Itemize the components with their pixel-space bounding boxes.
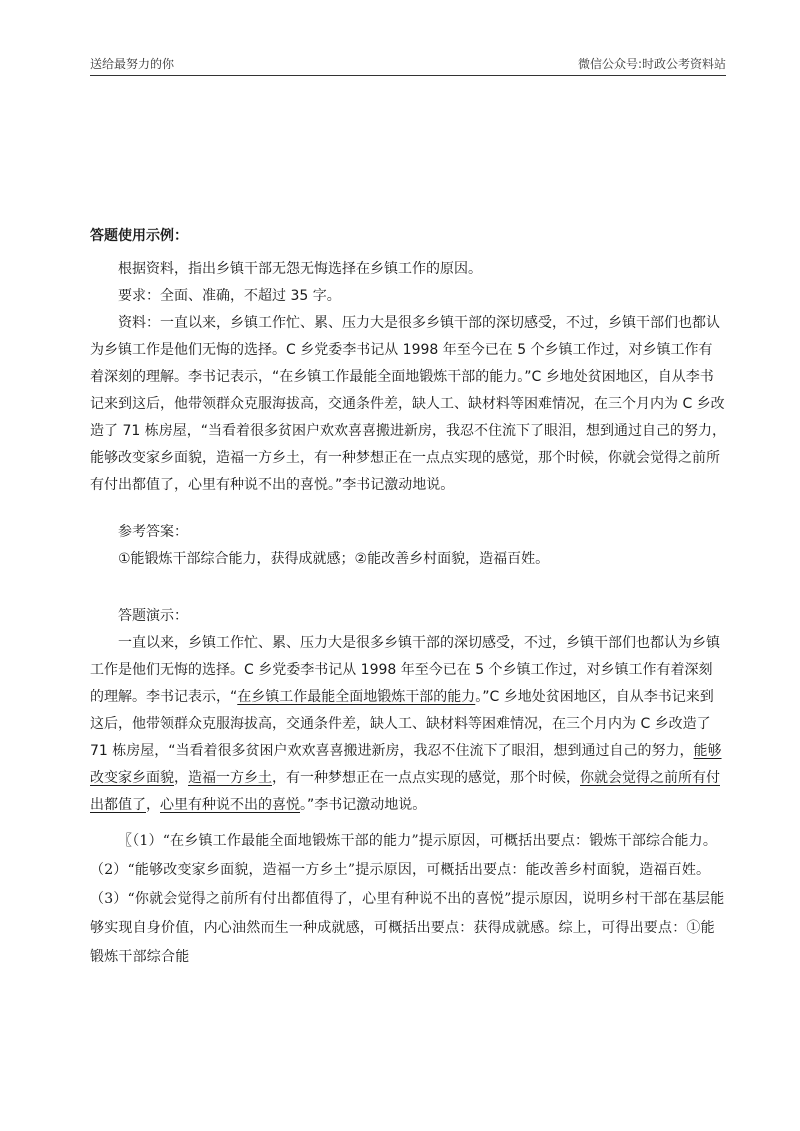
example-requirement: 要求：全面、准确，不超过 35 字。	[118, 288, 341, 304]
example-question: 根据资料，指出乡镇干部无怨无悔选择在乡镇工作的原因。	[118, 261, 482, 277]
document-body	[90, 226, 726, 972]
example-material: 资料：一直以来，乡镇工作忙、累、压力大是很多乡镇干部的深切感受，不过，乡镇干部们也都认为乡镇工作是他们无悔的选择。C 乡党委李书记从 1998 年至今已在 5 个乡镇工作过，对乡镇工作有着深刻的理解。李书记表示，“在乡镇工作最能全面地锻炼干部的能力。”C 乡地处贫困地区，自从李书记来到这后，他带领群众克服海拔高，交通条件差，缺人工、缺材料等困难情况，在三个月内为 C 乡改造了 71 栋房屋，“当看着很多贫困户欢欢喜喜搬进新房，我忍不住流下了眼泪，想到通过自己的努力，能够改变家乡面貌，造福一方乡土，有一种梦想正在一点点实现的感觉，那个时候，你就会觉得之前所有付出都值了，心里有种说不出的喜悦。”李书记激动地说。	[90, 315, 726, 493]
demo-underline-3: 造福一方乡土	[188, 770, 272, 786]
reference-answer: ①能锻炼干部综合能力，获得成就感；②能改善乡村面貌，造福百姓。	[118, 551, 550, 567]
demo-text-3: ，	[174, 770, 188, 786]
analysis-paragraph: 〖（1）“在乡镇工作最能全面地锻炼干部的能力”提示原因，可概括出要点：锻炼干部综合能力。（2）“能够改变家乡面貌，造福一方乡土”提示原因，可概括出要点：能改善乡村面貌，造福百姓。（3）“你就会觉得之前所有付出都值得了，心里有种说不出的喜悦”提示原因，说明乡村干部在基层能够实现自身价值，内心油然而生一种成就感，可概括出要点：获得成就感。综上，可得出要点：①能锻炼干部综合能	[90, 833, 725, 965]
header-left-text: 送给最努力的你	[90, 57, 175, 71]
header-right-text: 微信公众号:时政公考资料站	[577, 57, 726, 71]
demo-text-4: ，有一种梦想正在一点点实现的感觉，那个时候，	[272, 770, 580, 786]
demo-underline-4: 你就会觉得之前所有付出都值了	[90, 770, 720, 813]
example-heading: 答题使用示例：	[90, 228, 188, 244]
demo-underline-5: 心里有种说不出的喜悦	[160, 797, 300, 813]
demo-text-6: 。”李书记激动地说。	[300, 797, 427, 813]
demo-text-2: 。”C 乡地处贫困地区，自从李书记来到这后，他带领群众克服海拔高，交通条件差，缺人工、缺材料等困难情况，在三个月内为 C 乡改造了 71 栋房屋，“当看着很多贫困户欢欢喜喜搬进新房，我忍不住流下了眼泪，想到通过自己的努力，	[90, 689, 714, 759]
demo-text-1: 一直以来，乡镇工作忙、累、压力大是很多乡镇干部的深切感受，不过，乡镇干部们也都认为乡镇工作是他们无悔的选择。C 乡党委李书记从 1998 年至今已在 5 个乡镇工作过，对乡镇工作有着深刻的理解。李书记表示，“	[90, 635, 720, 705]
reference-label: 参考答案：	[118, 524, 188, 540]
page-header	[90, 48, 726, 76]
demo-paragraph	[90, 630, 726, 819]
demo-text-5: ，	[146, 797, 160, 813]
demo-underline-1: 在乡镇工作最能全面地锻炼干部的能力	[237, 689, 476, 705]
demo-label: 答题演示：	[118, 608, 188, 624]
demo-underline-2: 能够改变家乡面貌	[90, 743, 722, 786]
